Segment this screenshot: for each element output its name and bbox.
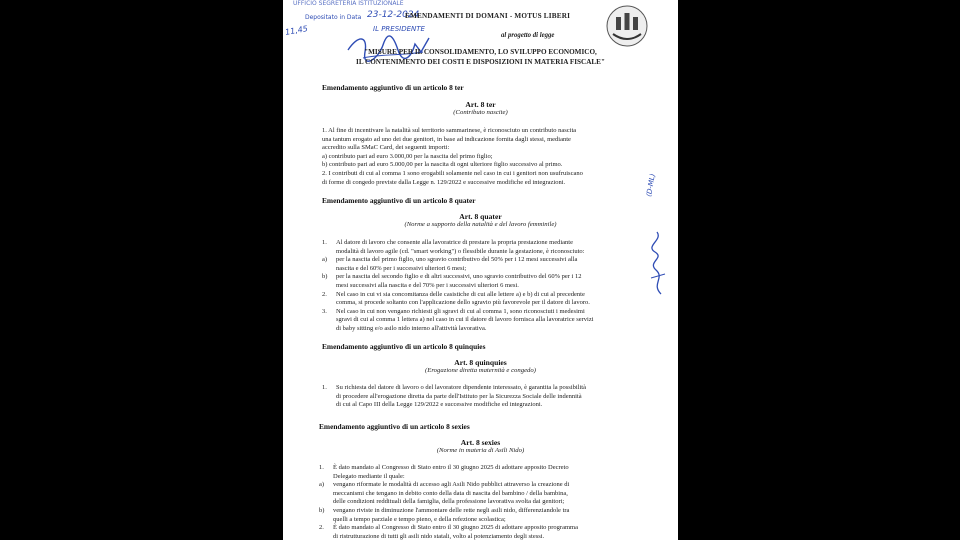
- item-marker: 2.: [322, 290, 327, 298]
- body-line: a) contributo pari ad euro 3.000,00 per la nascita del primo figlio;: [322, 152, 493, 160]
- item-line: Al datore di lavoro che consente alla lavoratrice di prestare la propria prestazione mediante: [336, 239, 573, 246]
- item-line: Nel caso in cui vi sia concomitanza delle casistiche di cui alle lettere a) e b) di cui al precedente: [336, 290, 585, 298]
- item-marker: b): [319, 507, 325, 514]
- article-title-8quater: Art. 8 quater: [459, 212, 502, 221]
- item-line: di procedere all'erogazione diretta da parte dell'Istituto per la Sicurezza Sociale delle indennità: [336, 392, 582, 400]
- office-stamp: UFFICIO SEGRETERIA ISTITUZIONALE: [293, 0, 404, 7]
- body-line: b) contributo pari ad euro 5.000,00 per la nascita di ogni ulteriore figlio successivo al primo.: [322, 161, 563, 169]
- item-line: mesi successivi alla nascita e del 70% per i successivi ulteriori 6 mesi.: [336, 282, 519, 289]
- bill-title-line1: "MISURE PER IL CONSOLIDAMENTO, LO SVILUPPO ECONOMICO,: [364, 48, 597, 56]
- deposited-label: Depositato in Data: [305, 14, 362, 21]
- item-line: vengano riviste in diminuzione l'ammontare delle rette negli asili nido, differenziandole tra: [333, 507, 570, 514]
- deposit-date: 23-12-2024: [367, 10, 420, 20]
- amendment-heading-8sexies: Emendamento aggiuntivo di un articolo 8 sexies: [319, 422, 470, 431]
- article-title-8quinquies: Art. 8 quinquies: [454, 358, 507, 367]
- item-line: vengano riformate le modalità di accesso agli Asili Nido pubblici attraverso la creazione di: [333, 481, 570, 489]
- body-line: 2. I contributi di cui al comma 1 sono erogabili solamente nel caso in cui i genitori non usufruiscano: [322, 170, 583, 177]
- item-marker: b): [322, 273, 328, 281]
- item-line: di ristrutturazione di tutti gli asili nido statali, volto al potenziamento degli stessi.: [333, 532, 545, 540]
- item-line: È dato mandato al Congresso di Stato entro il 30 giugno 2025 di adottare apposito programma: [333, 524, 578, 532]
- article-title-8sexies: Art. 8 sexies: [460, 438, 501, 447]
- item-line: per la nascita del primo figlio, uno sgravio contributivo del 50% per i 12 mesi successivi alla: [336, 256, 578, 264]
- article-caption-8sexies: (Norme in materia di Asili Nido): [436, 447, 525, 454]
- item-marker: 3.: [322, 307, 327, 315]
- item-line: Nel caso in cui non vengano richiesti gli sgravi di cui al comma 1, sono riconosciuti i medesimi: [336, 307, 585, 315]
- item-marker: a): [319, 481, 325, 489]
- body-line: di forme di congedo previste dalla Legge n. 129/2022 e successive modifiche ed integrazioni.: [322, 178, 566, 186]
- margin-signature: [647, 228, 669, 298]
- bill-title-line2: IL CONTENIMENTO DEI COSTI E DISPOSIZIONI IN MATERIA FISCALE": [356, 58, 605, 66]
- header-subtitle: al progetto di legge: [501, 32, 555, 39]
- margin-note: (D-ML): [645, 173, 657, 198]
- article-caption-8quinquies: (Erogazione diretta maternità e congedo): [425, 367, 536, 374]
- amendment-heading-8quater: Emendamento aggiuntivo di un articolo 8 quater: [322, 196, 476, 205]
- article-caption-8ter: (Contributo nascite): [453, 109, 508, 116]
- item-line: modalità di lavoro agile (cd. "smart working") o flessibile durante la gestazione, è riconosciuto:: [336, 247, 585, 255]
- item-marker: 1.: [322, 239, 327, 246]
- item-line: quelli a tempo parziale e tempo pieno, e della refezione scolastica;: [333, 515, 506, 523]
- item-line: meccanismi che tengano in debito conto della data di nascita del bambino / della bambina,: [333, 489, 568, 497]
- document-page: [283, 0, 678, 540]
- item-marker: 2.: [319, 524, 324, 532]
- body-line: 1. Al fine di incentivare la natalità sul territorio sammarinese, è riconosciuto un contributo nascita: [322, 127, 577, 134]
- item-line: delle condizioni reddituali della famiglia, della professione lavorativa svolta dai genitori;: [333, 498, 565, 506]
- item-line: di baby sitting e/o asilo nido interno all'attività lavorativa.: [336, 325, 487, 332]
- article-caption-8quater: (Norme a supporto della natalità e del lavoro femminile): [404, 221, 557, 228]
- party-logo: [605, 4, 649, 48]
- article-title-8ter: Art. 8 ter: [465, 100, 496, 109]
- item-line: di cui al Capo III della Legge 129/2022 e successive modifiche ed integrazioni.: [336, 401, 543, 409]
- signature-word: IL PRESIDENTE: [373, 25, 425, 33]
- item-marker: 1.: [322, 384, 327, 391]
- amendment-heading-8ter: Emendamento aggiuntivo di un articolo 8 ter: [322, 83, 464, 92]
- body-line: accredito sulla SMaC Card, dei seguenti importi:: [322, 144, 450, 152]
- item-line: per la nascita del secondo figlio e di altri successivi, uno sgravio contributivo del 60% per i 12: [336, 273, 582, 281]
- deposit-time: 11,45: [284, 24, 309, 37]
- item-line: Su richiesta del datore di lavoro o del lavoratore dipendente interessato, è garantita la possibilità: [336, 384, 586, 391]
- item-marker: a): [322, 256, 328, 264]
- item-line: Delegato mediante il quale:: [333, 472, 405, 480]
- amendment-heading-8quinquies: Emendamento aggiuntivo di un articolo 8 quinquies: [322, 342, 486, 351]
- item-line: È dato mandato al Congresso di Stato entro il 30 giugno 2025 di adottare apposito Decreto: [333, 464, 569, 471]
- header-title: EMENDAMENTI DI DOMANI - MOTUS LIBERI: [405, 12, 571, 20]
- body-line: una tantum erogato ad uno dei due genitori, in base ad indicazione fornita dagli stessi, mediante: [322, 135, 571, 143]
- item-marker: 1.: [319, 464, 324, 471]
- item-line: comma, si procede soltanto con l'applicazione dello sgravio più favorevole per il datore di lavoro.: [336, 299, 590, 307]
- item-line: sgravi di cui al comma 1 lettera a) nel caso in cui il datore di lavoro fornisca alla lavoratrice servizi: [336, 316, 594, 324]
- item-line: nascita e del 60% per i successivi ulteriori 6 mesi;: [336, 264, 467, 272]
